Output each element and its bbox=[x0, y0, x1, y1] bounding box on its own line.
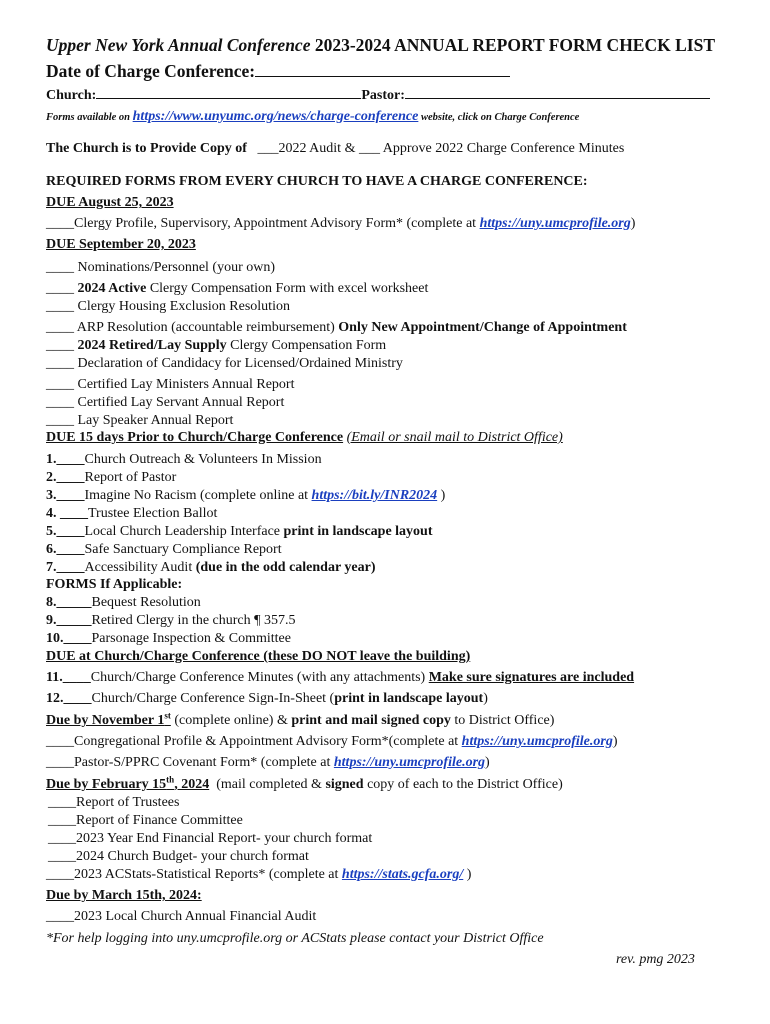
item-text: Pastor-S/PPRC Covenant Form* (complete at bbox=[74, 755, 331, 770]
item-number[interactable]: 6.____ bbox=[46, 542, 85, 557]
checklist-item bbox=[46, 469, 176, 486]
nov-heading-c: to District Office) bbox=[454, 713, 555, 728]
checklist-item bbox=[46, 280, 428, 297]
checklist-item bbox=[46, 394, 284, 411]
item-text: ARP Resolution (accountable reimbursement) bbox=[76, 320, 335, 335]
umcprofile-link[interactable]: https://uny.umcprofile.org bbox=[333, 755, 486, 770]
church-label: Church: bbox=[46, 88, 97, 103]
item-text: Report of Trustees bbox=[76, 795, 180, 810]
checklist-item bbox=[48, 794, 179, 811]
check-blank[interactable]: ____ bbox=[46, 909, 74, 924]
checklist-item bbox=[46, 505, 217, 522]
checklist-item bbox=[46, 487, 445, 504]
minutes-blank[interactable]: ___ bbox=[358, 141, 380, 156]
check-blank[interactable]: ____ bbox=[46, 281, 74, 296]
due-september-heading: DUE September 20, 2023 bbox=[46, 237, 196, 252]
check-blank[interactable]: ____ bbox=[46, 867, 74, 882]
item-text: 2024 Church Budget- your church format bbox=[76, 849, 309, 864]
item-text: Local Church Leadership Interface bbox=[84, 524, 281, 539]
item-text: 2023 ACStats-Statistical Reports* (complete at bbox=[74, 867, 339, 882]
item-text: 2023 Local Church Annual Financial Audit bbox=[74, 909, 317, 924]
item-text: Trustee Election Ballot bbox=[88, 506, 218, 521]
inr-link[interactable]: https://bit.ly/INR2024 bbox=[311, 488, 438, 503]
checklist-item bbox=[48, 848, 309, 865]
church-pastor-line bbox=[46, 84, 710, 104]
item-close: ) bbox=[440, 488, 446, 503]
checklist-item bbox=[48, 830, 372, 847]
check-blank[interactable]: ____ bbox=[46, 299, 74, 314]
item-close: ) bbox=[485, 755, 490, 770]
item-text: Nominations/Personnel (your own) bbox=[77, 260, 276, 275]
item-bold: 2024 Retired/Lay Supply bbox=[77, 338, 227, 353]
checklist-item bbox=[46, 559, 376, 576]
item-text: Clergy Compensation Form bbox=[230, 338, 387, 353]
item-text: Church/Charge Conference Sign-In-Sheet ( bbox=[91, 691, 335, 706]
nov-heading-bold: print and mail signed copy bbox=[291, 713, 451, 728]
due-15-heading-text: DUE 15 days Prior to Church/Charge Conference bbox=[46, 430, 344, 445]
nov-heading bbox=[46, 710, 171, 728]
item-text: Safe Sanctuary Compliance Report bbox=[84, 542, 282, 557]
charge-conference-link[interactable]: https://www.unyumc.org/news/charge-conference bbox=[132, 109, 419, 124]
checklist-item bbox=[46, 523, 433, 540]
check-blank[interactable]: ____ bbox=[46, 356, 74, 371]
revision-note: rev. pmg 2023 bbox=[616, 952, 695, 967]
umcprofile-link[interactable]: https://uny.umcprofile.org bbox=[461, 734, 613, 749]
check-blank[interactable]: ____ bbox=[46, 377, 74, 392]
due-15-days-heading bbox=[46, 429, 563, 446]
item-text: Retired Clergy in the church ¶ 357.5 bbox=[91, 613, 296, 628]
item-text: Clergy Compensation Form with excel worksheet bbox=[149, 281, 429, 296]
due-november-heading bbox=[46, 712, 554, 729]
item-number[interactable]: 2.____ bbox=[46, 470, 85, 485]
date-label: Date of Charge Conference: bbox=[46, 61, 256, 81]
checklist-item bbox=[46, 612, 295, 629]
item-text: Declaration of Candidacy for Licensed/Ordained Ministry bbox=[77, 356, 403, 371]
page-title bbox=[46, 35, 715, 56]
item-text: Congregational Profile & Appointment Advisory Form*(complete at bbox=[74, 734, 459, 749]
check-blank[interactable]: ____ bbox=[46, 260, 74, 275]
item-text: Clergy Housing Exclusion Resolution bbox=[77, 299, 290, 314]
item-bold-note: (due in the odd calendar year) bbox=[195, 560, 376, 575]
due-august-heading: DUE August 25, 2023 bbox=[46, 195, 174, 210]
forms-available-line bbox=[46, 108, 579, 126]
checklist-item bbox=[46, 259, 275, 276]
checklist-item bbox=[46, 355, 403, 372]
item-text: Lay Speaker Annual Report bbox=[77, 413, 234, 428]
item-text: Accessibility Audit bbox=[84, 560, 193, 575]
check-blank[interactable]: ____ bbox=[48, 795, 76, 810]
item-close: ) bbox=[466, 867, 472, 882]
item-number[interactable]: 4. ____ bbox=[46, 506, 88, 521]
check-blank[interactable]: ____ bbox=[48, 849, 76, 864]
checklist-item bbox=[46, 594, 201, 611]
provide-copy-line bbox=[46, 140, 624, 157]
minutes-text: Approve 2022 Charge Conference Minutes bbox=[382, 141, 625, 156]
item-text: Certified Lay Ministers Annual Report bbox=[77, 377, 295, 392]
feb-heading-year: , 2024 bbox=[174, 777, 210, 792]
item-number[interactable]: 7.____ bbox=[46, 560, 85, 575]
item-text: Parsonage Inspection & Committee bbox=[91, 631, 291, 646]
item-bold-note: Only New Appointment/Change of Appointment bbox=[338, 320, 627, 335]
item-bold-note: Make sure signatures are included bbox=[428, 670, 635, 685]
feb-heading-c: (mail completed & bbox=[216, 777, 322, 792]
checklist-item bbox=[46, 412, 233, 429]
item-close: ) bbox=[630, 216, 636, 231]
provide-lead: The Church is to Provide Copy of bbox=[46, 141, 247, 156]
checklist-item bbox=[46, 630, 291, 647]
checklist-item bbox=[46, 215, 635, 232]
check-blank[interactable]: ____ bbox=[46, 395, 74, 410]
required-forms-heading: REQUIRED FORMS FROM EVERY CHURCH TO HAVE A CHARGE CONFERENCE: bbox=[46, 174, 588, 189]
check-blank[interactable]: ____ bbox=[46, 338, 74, 353]
item-text: Bequest Resolution bbox=[91, 595, 201, 610]
if-applicable-heading: FORMS If Applicable: bbox=[46, 577, 183, 592]
check-blank[interactable]: ____ bbox=[48, 831, 76, 846]
feb-heading bbox=[46, 774, 210, 792]
item-text: Certified Lay Servant Annual Report bbox=[77, 395, 285, 410]
checklist-item bbox=[46, 337, 386, 354]
due-march-heading: Due by March 15th, 2024: bbox=[46, 888, 202, 903]
item-bold-note: print in landscape layout bbox=[334, 691, 484, 706]
forms-prefix: Forms available on bbox=[46, 112, 131, 123]
acstats-link[interactable]: https://stats.gcfa.org/ bbox=[341, 867, 464, 882]
pastor-label: Pastor: bbox=[361, 88, 405, 103]
checklist-item bbox=[46, 754, 490, 771]
title-conference: Upper New York Annual Conference bbox=[46, 35, 311, 55]
help-note: *For help logging into uny.umcprofile.org or ACStats please contact your District Office bbox=[46, 931, 544, 946]
nov-heading-text: Due by November 1 bbox=[46, 713, 165, 728]
audit-blank[interactable]: ___ bbox=[257, 141, 279, 156]
check-blank[interactable]: ____ bbox=[46, 216, 74, 231]
item-text: Church/Charge Conference Minutes (with any attachments) bbox=[90, 670, 426, 685]
church-field[interactable] bbox=[96, 84, 361, 99]
item-text: Church Outreach & Volunteers In Mission bbox=[84, 452, 322, 467]
nov-sup: st bbox=[164, 710, 171, 721]
checklist-item bbox=[46, 541, 282, 558]
item-text: 2023 Year End Financial Report- your church format bbox=[76, 831, 373, 846]
checklist-item bbox=[46, 866, 471, 883]
item-text: Report of Pastor bbox=[84, 470, 177, 485]
checklist-item bbox=[48, 812, 243, 829]
checklist-item bbox=[46, 451, 322, 468]
checklist-item bbox=[46, 298, 290, 315]
due-15-note: (Email or snail mail to District Office) bbox=[346, 430, 563, 445]
feb-sup: th bbox=[166, 774, 175, 785]
feb-heading-text: Due by February 15 bbox=[46, 777, 167, 792]
date-field[interactable] bbox=[255, 62, 510, 77]
checklist-item bbox=[46, 908, 316, 925]
checklist-item bbox=[46, 669, 634, 686]
item-text: Report of Finance Committee bbox=[76, 813, 243, 828]
title-report: 2023-2024 ANNUAL REPORT FORM CHECK LIST bbox=[314, 35, 715, 55]
item-number[interactable]: 3.____ bbox=[46, 488, 85, 503]
checklist-item bbox=[46, 733, 618, 750]
item-number[interactable]: 5.____ bbox=[46, 524, 85, 539]
check-blank[interactable]: ____ bbox=[46, 320, 74, 335]
pastor-field[interactable] bbox=[405, 84, 710, 99]
item-number[interactable]: 9._____ bbox=[46, 613, 92, 628]
due-february-heading bbox=[46, 776, 563, 793]
due-at-conference-heading: DUE at Church/Charge Conference (these DO NOT leave the building) bbox=[46, 649, 471, 664]
item-number[interactable]: 8._____ bbox=[46, 595, 92, 610]
checklist-item bbox=[46, 376, 294, 393]
item-text: Imagine No Racism (complete online at bbox=[84, 488, 309, 503]
forms-suffix: website, click on Charge Conference bbox=[420, 112, 580, 123]
item-number[interactable]: 1.____ bbox=[46, 452, 85, 467]
item-close: ) bbox=[612, 734, 618, 749]
date-of-charge-conference bbox=[46, 61, 510, 82]
item-number[interactable]: 10.____ bbox=[46, 631, 92, 646]
item-close: ) bbox=[483, 691, 488, 706]
feb-heading-d: copy of each to the District Office) bbox=[367, 777, 563, 792]
item-bold-note: print in landscape layout bbox=[283, 524, 433, 539]
nov-heading-b: (complete online) & bbox=[174, 713, 288, 728]
check-blank[interactable]: ____ bbox=[46, 755, 74, 770]
audit-text: 2022 Audit & bbox=[278, 141, 356, 156]
umcprofile-link[interactable]: https://uny.umcprofile.org bbox=[479, 216, 631, 231]
item-number[interactable]: 12.____ bbox=[46, 691, 92, 706]
check-blank[interactable]: ____ bbox=[46, 734, 74, 749]
checklist-item bbox=[46, 690, 488, 707]
checklist-item bbox=[46, 319, 627, 336]
feb-heading-bold: signed bbox=[325, 777, 364, 792]
item-bold: 2024 Active bbox=[77, 281, 147, 296]
item-text: Clergy Profile, Supervisory, Appointment Advisory Form* (complete at bbox=[74, 216, 477, 231]
check-blank[interactable]: ____ bbox=[46, 413, 74, 428]
item-number[interactable]: 11.____ bbox=[46, 670, 91, 685]
check-blank[interactable]: ____ bbox=[48, 813, 76, 828]
